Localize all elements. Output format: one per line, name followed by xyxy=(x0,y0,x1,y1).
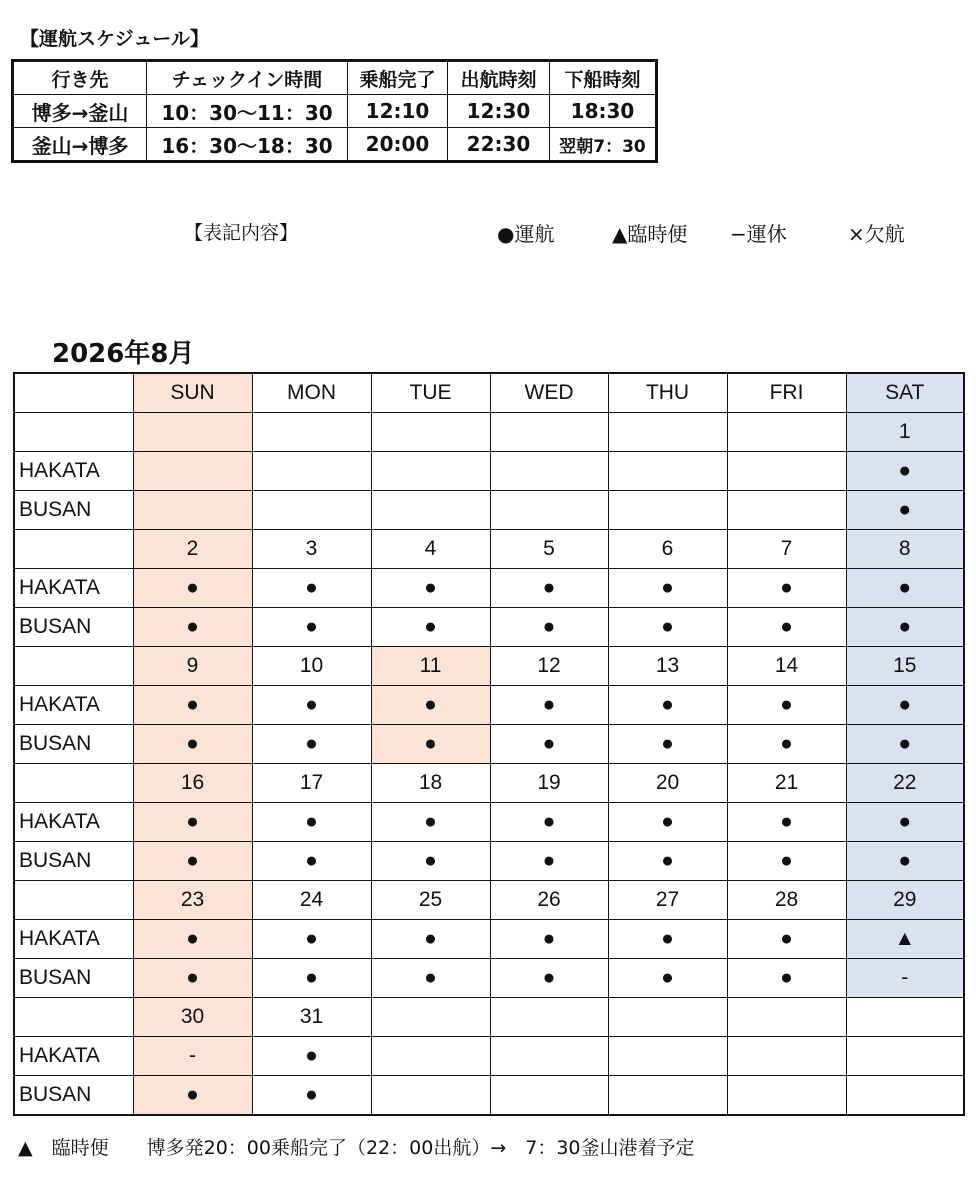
status-cell: - xyxy=(133,1037,252,1076)
legend-item-extra-service: ▲臨時便 xyxy=(612,222,688,246)
date-cell: 8 xyxy=(846,530,964,569)
calendar-body xyxy=(14,373,964,1115)
schedule-header-cell: 下船時刻 xyxy=(550,61,657,95)
schedule-cell: 12:10 xyxy=(348,95,448,128)
date-cell: 9 xyxy=(133,647,252,686)
status-cell: ● xyxy=(490,803,608,842)
status-cell: ● xyxy=(133,842,252,881)
status-cell: ● xyxy=(490,686,608,725)
week-label-cell xyxy=(14,530,133,569)
legend-title: 【表記内容】 xyxy=(184,222,299,244)
date-cell xyxy=(608,413,727,452)
status-cell: ● xyxy=(608,842,727,881)
route-label: HAKATA xyxy=(14,920,133,959)
calendar-date-row xyxy=(14,764,964,803)
status-cell: ● xyxy=(727,608,846,647)
status-cell: ● xyxy=(371,959,490,998)
status-cell: ● xyxy=(133,803,252,842)
legend-item-suspended: −運休 xyxy=(730,222,787,246)
status-cell: ● xyxy=(371,686,490,725)
schedule-header-row xyxy=(13,61,657,95)
date-cell xyxy=(727,998,846,1037)
status-cell xyxy=(490,1037,608,1076)
calendar-hakata-row xyxy=(14,452,964,491)
status-cell: ● xyxy=(133,920,252,959)
date-cell: 14 xyxy=(727,647,846,686)
status-cell: ● xyxy=(371,842,490,881)
status-cell xyxy=(133,491,252,530)
calendar-corner-cell xyxy=(14,373,133,413)
calendar-hakata-row xyxy=(14,803,964,842)
week-label-cell xyxy=(14,881,133,920)
date-cell: 10 xyxy=(252,647,371,686)
date-cell xyxy=(371,998,490,1037)
calendar-busan-row xyxy=(14,842,964,881)
date-cell xyxy=(133,413,252,452)
status-cell: ● xyxy=(133,725,252,764)
status-cell: ● xyxy=(727,920,846,959)
status-cell: - xyxy=(846,959,964,998)
status-cell xyxy=(608,452,727,491)
calendar-busan-row xyxy=(14,491,964,530)
status-cell: ● xyxy=(727,725,846,764)
date-cell: 22 xyxy=(846,764,964,803)
legend-item-operating: ●運航 xyxy=(497,222,555,246)
status-cell: ● xyxy=(133,608,252,647)
schedule-cell: 20:00 xyxy=(348,128,448,162)
calendar-date-row xyxy=(14,530,964,569)
status-cell: ● xyxy=(133,686,252,725)
status-cell: ● xyxy=(133,569,252,608)
status-cell: ● xyxy=(133,1076,252,1116)
schedule-cell: 博多→釜山 xyxy=(13,95,147,128)
day-header-thu: THU xyxy=(608,373,727,413)
route-label: BUSAN xyxy=(14,842,133,881)
route-label: BUSAN xyxy=(14,959,133,998)
legend-item-cancelled: ×欠航 xyxy=(848,222,905,246)
status-cell: ● xyxy=(252,1037,371,1076)
route-label: HAKATA xyxy=(14,452,133,491)
status-cell xyxy=(133,452,252,491)
schedule-header-cell: チェックイン時間 xyxy=(147,61,348,95)
date-cell: 1 xyxy=(846,413,964,452)
date-cell: 5 xyxy=(490,530,608,569)
status-cell: ● xyxy=(846,491,964,530)
date-cell: 2 xyxy=(133,530,252,569)
date-cell xyxy=(252,413,371,452)
status-cell: ● xyxy=(727,569,846,608)
route-label: HAKATA xyxy=(14,686,133,725)
status-cell: ● xyxy=(608,959,727,998)
status-cell: ● xyxy=(846,842,964,881)
day-header-sun: SUN xyxy=(133,373,252,413)
status-cell: ● xyxy=(133,959,252,998)
date-cell: 28 xyxy=(727,881,846,920)
calendar-day-header-row xyxy=(14,373,964,413)
date-cell: 21 xyxy=(727,764,846,803)
date-cell: 27 xyxy=(608,881,727,920)
calendar-busan-row xyxy=(14,725,964,764)
calendar-date-row xyxy=(14,998,964,1037)
status-cell: ● xyxy=(371,920,490,959)
route-label: BUSAN xyxy=(14,725,133,764)
schedule-cell: 22:30 xyxy=(448,128,550,162)
status-cell xyxy=(371,452,490,491)
route-label: HAKATA xyxy=(14,803,133,842)
date-cell xyxy=(490,413,608,452)
status-cell: ● xyxy=(608,920,727,959)
status-cell: ● xyxy=(490,842,608,881)
status-cell: ● xyxy=(252,1076,371,1116)
status-cell xyxy=(252,491,371,530)
status-cell: ● xyxy=(846,608,964,647)
day-header-fri: FRI xyxy=(727,373,846,413)
date-cell xyxy=(371,413,490,452)
date-cell: 20 xyxy=(608,764,727,803)
calendar-busan-row xyxy=(14,608,964,647)
date-cell: 3 xyxy=(252,530,371,569)
route-label: BUSAN xyxy=(14,1076,133,1116)
date-cell: 31 xyxy=(252,998,371,1037)
week-label-cell xyxy=(14,764,133,803)
date-cell: 12 xyxy=(490,647,608,686)
date-cell: 17 xyxy=(252,764,371,803)
status-cell xyxy=(727,491,846,530)
status-cell xyxy=(608,1076,727,1116)
status-cell: ● xyxy=(252,725,371,764)
date-cell: 26 xyxy=(490,881,608,920)
status-cell: ● xyxy=(608,803,727,842)
status-cell: ● xyxy=(846,569,964,608)
route-label: HAKATA xyxy=(14,1037,133,1076)
calendar-date-row xyxy=(14,881,964,920)
schedule-cell: 10：30～11：30 xyxy=(147,95,348,128)
date-cell: 30 xyxy=(133,998,252,1037)
status-cell xyxy=(490,452,608,491)
status-cell xyxy=(727,452,846,491)
status-cell: ● xyxy=(252,842,371,881)
status-cell: ● xyxy=(490,608,608,647)
date-cell: 29 xyxy=(846,881,964,920)
schedule-cell: 釜山→博多 xyxy=(13,128,147,162)
schedule-cell: 18:30 xyxy=(550,95,657,128)
date-cell xyxy=(608,998,727,1037)
date-cell: 15 xyxy=(846,647,964,686)
date-cell: 18 xyxy=(371,764,490,803)
schedule-header-cell: 出航時刻 xyxy=(448,61,550,95)
status-cell: ● xyxy=(846,686,964,725)
date-cell: 11 xyxy=(371,647,490,686)
schedule-table xyxy=(11,59,658,163)
status-cell: ● xyxy=(252,608,371,647)
status-cell: ● xyxy=(608,686,727,725)
calendar-busan-row xyxy=(14,959,964,998)
status-cell: ● xyxy=(490,959,608,998)
day-header-tue: TUE xyxy=(371,373,490,413)
status-cell: ● xyxy=(371,725,490,764)
schedule-cell: 12:30 xyxy=(448,95,550,128)
day-header-mon: MON xyxy=(252,373,371,413)
date-cell: 23 xyxy=(133,881,252,920)
date-cell xyxy=(727,413,846,452)
status-cell: ● xyxy=(727,803,846,842)
footnote: ▲ 臨時便 博多発20：00乗船完了（22：00出航）→ 7：30釜山港着予定 xyxy=(18,1137,695,1159)
status-cell xyxy=(371,1076,490,1116)
status-cell: ● xyxy=(846,803,964,842)
status-cell: ● xyxy=(490,725,608,764)
calendar-hakata-row xyxy=(14,920,964,959)
status-cell xyxy=(490,1076,608,1116)
schedule-cell: 16：30～18：30 xyxy=(147,128,348,162)
schedule-row-busan-hakata xyxy=(13,128,657,162)
status-cell xyxy=(371,491,490,530)
status-cell: ● xyxy=(371,803,490,842)
calendar-table xyxy=(13,372,965,1116)
schedule-header-cell: 乗船完了 xyxy=(348,61,448,95)
date-cell: 19 xyxy=(490,764,608,803)
date-cell xyxy=(490,998,608,1037)
status-cell xyxy=(490,491,608,530)
schedule-row-hakata-busan xyxy=(13,95,657,128)
date-cell: 6 xyxy=(608,530,727,569)
status-cell xyxy=(608,1037,727,1076)
status-cell: ● xyxy=(490,920,608,959)
status-cell: ● xyxy=(846,452,964,491)
calendar-date-row xyxy=(14,413,964,452)
date-cell: 7 xyxy=(727,530,846,569)
date-cell: 16 xyxy=(133,764,252,803)
status-cell: ● xyxy=(252,569,371,608)
date-cell: 4 xyxy=(371,530,490,569)
week-label-cell xyxy=(14,413,133,452)
status-cell xyxy=(608,491,727,530)
status-cell: ● xyxy=(608,608,727,647)
week-label-cell xyxy=(14,647,133,686)
status-cell xyxy=(727,1037,846,1076)
status-cell xyxy=(727,1076,846,1116)
status-cell: ● xyxy=(252,920,371,959)
status-cell: ● xyxy=(371,569,490,608)
day-header-wed: WED xyxy=(490,373,608,413)
status-cell xyxy=(252,452,371,491)
status-cell: ● xyxy=(608,569,727,608)
date-cell: 13 xyxy=(608,647,727,686)
status-cell xyxy=(846,1076,964,1116)
status-cell: ● xyxy=(727,842,846,881)
calendar-date-row xyxy=(14,647,964,686)
route-label: HAKATA xyxy=(14,569,133,608)
calendar-hakata-row xyxy=(14,569,964,608)
schedule-header-cell: 行き先 xyxy=(13,61,147,95)
status-cell: ● xyxy=(371,608,490,647)
route-label: BUSAN xyxy=(14,608,133,647)
status-cell: ● xyxy=(252,803,371,842)
status-cell: ● xyxy=(252,959,371,998)
week-label-cell xyxy=(14,998,133,1037)
day-header-sat: SAT xyxy=(846,373,964,413)
route-label: BUSAN xyxy=(14,491,133,530)
schedule-title: 【運航スケジュール】 xyxy=(20,28,209,50)
calendar-hakata-row xyxy=(14,1037,964,1076)
calendar-hakata-row xyxy=(14,686,964,725)
status-cell: ● xyxy=(846,725,964,764)
calendar-month-title: 2026年8月 xyxy=(52,339,195,369)
status-cell xyxy=(371,1037,490,1076)
status-cell: ● xyxy=(490,569,608,608)
status-cell: ● xyxy=(608,725,727,764)
status-cell xyxy=(846,1037,964,1076)
calendar-busan-row xyxy=(14,1076,964,1116)
status-cell: ▲ xyxy=(846,920,964,959)
date-cell: 24 xyxy=(252,881,371,920)
status-cell: ● xyxy=(727,959,846,998)
status-cell: ● xyxy=(252,686,371,725)
status-cell: ● xyxy=(727,686,846,725)
date-cell xyxy=(846,998,964,1037)
schedule-cell: 翌朝7：30 xyxy=(550,128,657,162)
date-cell: 25 xyxy=(371,881,490,920)
